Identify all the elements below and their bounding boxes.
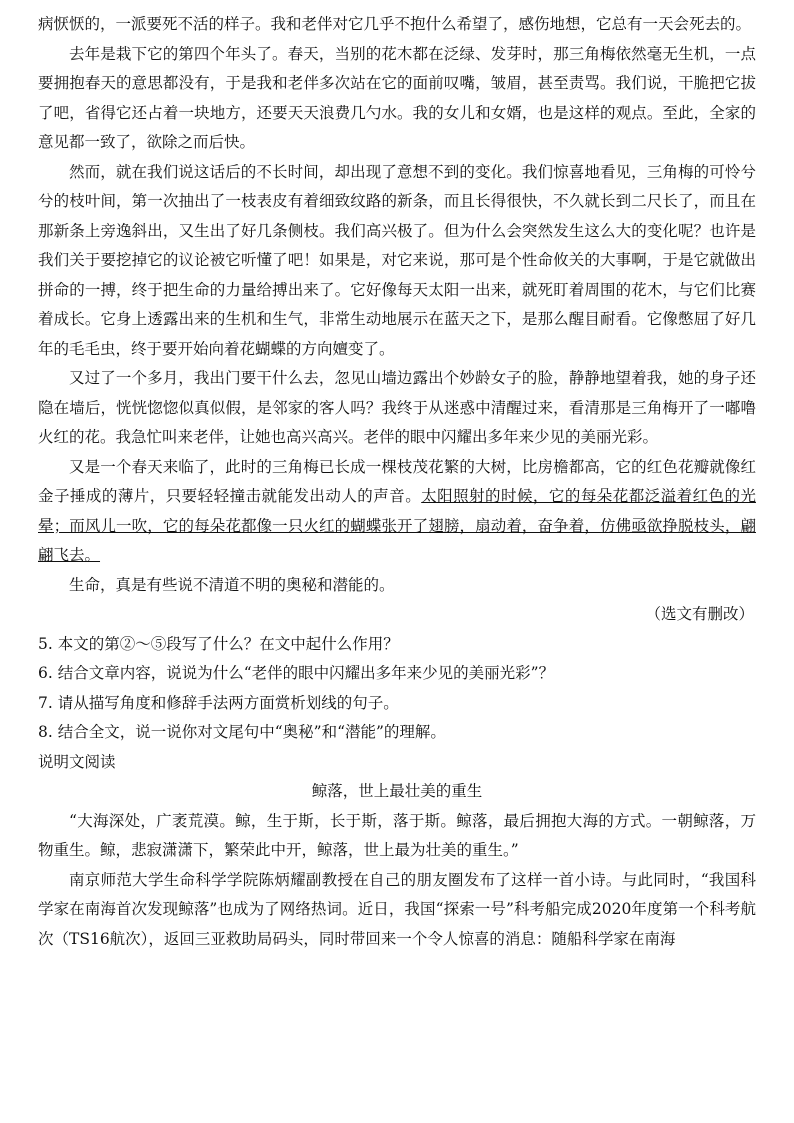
article-title: 鲸落，世上最壮美的重生 (311, 782, 483, 800)
section-heading: 说明文阅读 (38, 752, 116, 771)
paragraph-2: 去年是栽下它的第四个年头了。春天，当别的花木都在泛绿、发芽时，那三角梅依然毫无生机，一点要拥抱春天的意思都没有，于是我和老伴多次站在它的面前叹嘴，皱眉，甚至责骂。我们说，干脆把它拔了吧，省得它还占着一块地方，还要天天浪费几勺水。我的女儿和女婿，也是这样的观点。至此，全家的意见都一致了，欲除之而后快。 (38, 44, 756, 151)
underlined-sentence: 太阳照射的时候，它的每朵花都泛溢着红色的光晕；而风儿一吹，它的每朵花都像一只火红的蝴蝶张开了翅膀，扇动着，奋争着，仿佛亟欲挣脱枝头，翩翩飞去。 (38, 487, 756, 564)
question-7: 7. 请从描写角度和修辞手法两方面赏析划线的句子。 (38, 693, 399, 712)
question-8: 8. 结合全文，说一说你对文尾句中“奥秘”和“潜能”的理解。 (38, 723, 446, 741)
paragraph-4: 又过了一个多月，我出门要干什么去，忽见山墙边露出个妙龄女子的脸，静静地望着我，她的身子还隐在墙后，恍恍惚惚似真似假，是邻家的客人吗？我终于从迷惑中清醒过来，看清那是三角梅开了一嘟噜火红的花。我急忙叫来老伴，让她也高兴高兴。老伴的眼中闪耀出多年来少见的美丽光彩。 (38, 369, 756, 446)
paragraph-3: 然而，就在我们说这话后的不长时间，却出现了意想不到的变化。我们惊喜地看见，三角梅的可怜兮兮的枝叶间，第一次抽出了一枝表皮有着细致纹路的新条，而且长得很快，不久就长到二尺长了，而且在那新条上旁逸斜出，又生出了好几条侧枝。我们高兴极了。但为什么会突然发生这么大的变化呢？也许是我们关于要挖掉它的议论被它听懂了吧！如果是，对它来说，那可是个性命攸关的大事啊，于是它就做出拼命的一搏，终于把生命的力量给搏出来了。它好像每天太阳一出来，就死盯着周围的花木，与它们比赛着成长。它身上透露出来的生机和生气，非常生动地展示在蓝天之下，是那么醒目耐看。它像憋屈了好几年的毛毛虫，终于要开始向着花蝴蝶的方向嬗变了。 (38, 162, 756, 358)
article-paragraph-1: “大海深处，广袤荒漠。鲸，生于斯，长于斯，落于斯。鲸落，最后拥抱大海的方式。一朝鲸落，万物重生。鲸，悲寂潇潇下，繁荣此中开，鲸落，世上最为壮美的重生。” (38, 811, 756, 859)
article-paragraph-2: 南京师范大学生命科学学院陈炳耀副教授在自己的朋友圈发布了这样一首小诗。与此同时，“我国科学家在南海首次发现鲸落”也成为了网络热词。近日，我国“探索一号”科考船完成2020年度第一个科考航次（TS16航次），返回三亚救助局码头，同时带回来一个令人惊喜的消息：随船科学家在南海 (38, 870, 756, 948)
question-5: 5. 本文的第②～⑤段写了什么？在文中起什么作用？ (38, 634, 399, 653)
paragraph-5 (38, 453, 756, 571)
paragraph-5-text: 又是一个春天来临了，此时的三角梅已长成一棵枝茂花繁的大树，比房檐都高，它的红色花瓣就像红金子捶成的薄片，只要轻轻撞击就能发出动人的声音。 (38, 457, 756, 505)
paragraph-1: 病恹恹的，一派要死不活的样子。我和老伴对它几乎不抱什么希望了，感伤地想，它总有一天会死去的。 (38, 15, 752, 33)
question-6: 6. 结合文章内容，说说为什么“老伴的眼中闪耀出多年来少见的美丽光彩”？ (38, 664, 555, 682)
source-note: （选文有删改） (645, 605, 754, 623)
paragraph-6: 生命，真是有些说不清道不明的奥秘和潜能的。 (69, 575, 395, 594)
